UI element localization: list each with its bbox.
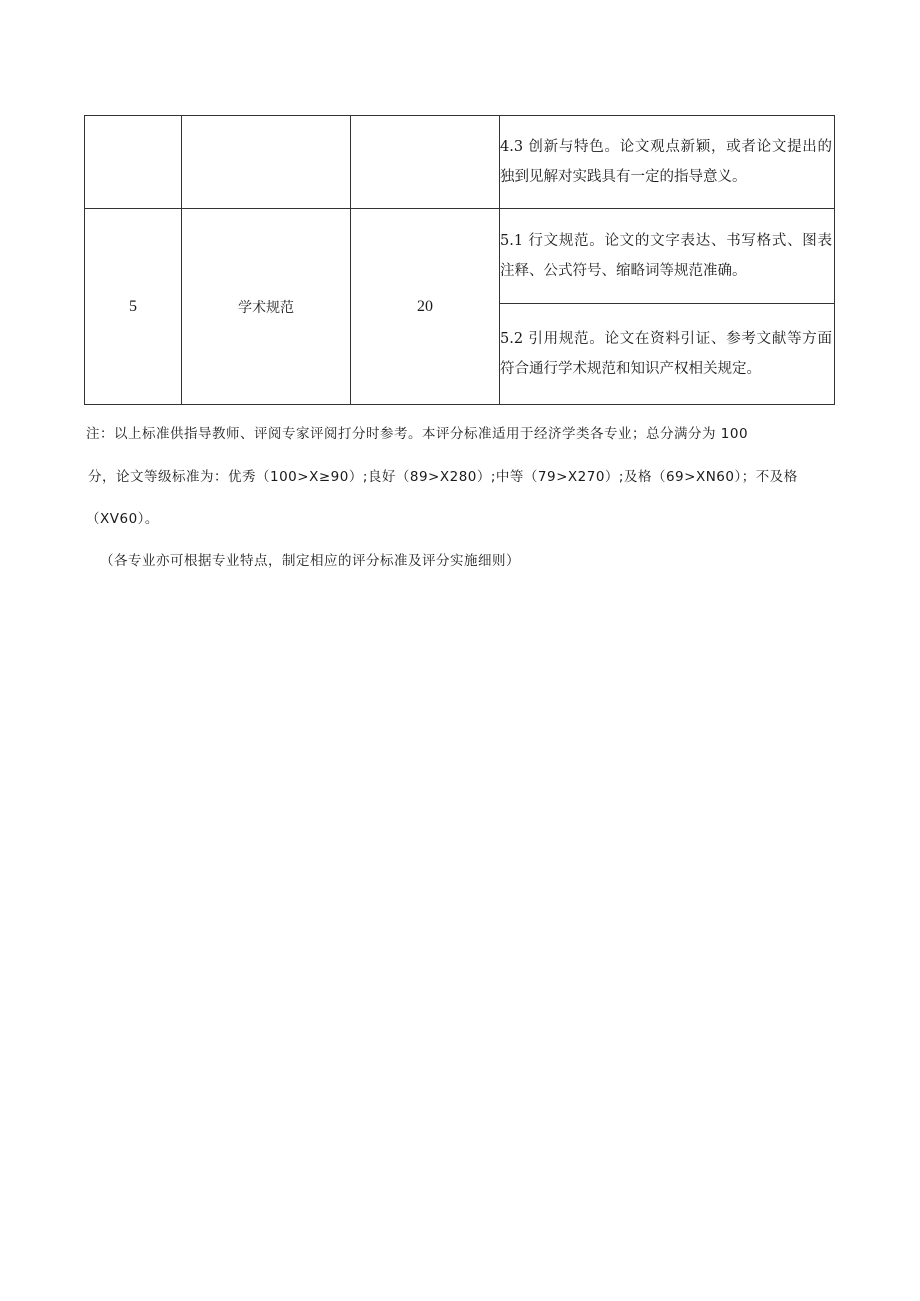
note-line-2: 分，论文等级标准为：优秀（100>X≥90）;良好（89>X280）;中等（79>X270）;及格（69>XN60）；不及格 (88, 469, 798, 485)
grading-criteria-table (84, 115, 835, 405)
score-cell (351, 116, 500, 209)
table-row-4-3 (85, 116, 835, 209)
row-number-cell: 5 (85, 209, 182, 405)
criterion-cell-5-1 (500, 209, 835, 304)
item-name-cell: 学术规范 (182, 209, 351, 405)
criterion-text-5-1: 5.1 行文规范。论文的文字表达、书写格式、图表注释、公式符号、缩略词等规范准确。 (500, 233, 832, 279)
score-cell: 20 (351, 209, 500, 405)
criterion-cell-4-3 (500, 116, 835, 209)
note-line-3: （XV60）。 (86, 511, 159, 527)
table-row-5 (85, 209, 835, 304)
criterion-text-5-2: 5.2 引用规范。论文在资料引证、参考文献等方面符合通行学术规范和知识产权相关规定。 (500, 331, 832, 377)
item-name-cell (182, 116, 351, 209)
row-number-cell (85, 116, 182, 209)
note-line-1: 注：以上标准供指导教师、评阅专家评阅打分时参考。本评分标准适用于经济学类各专业；总分满分为 100 (86, 426, 749, 442)
criterion-cell-5-2 (500, 304, 835, 405)
criterion-text-4-3: 4.3 创新与特色。论文观点新颖，或者论文提出的独到见解对实践具有一定的指导意义。 (500, 139, 832, 185)
note-line-4: （各专业亦可根据专业特点，制定相应的评分标准及评分实施细则） (100, 553, 520, 569)
